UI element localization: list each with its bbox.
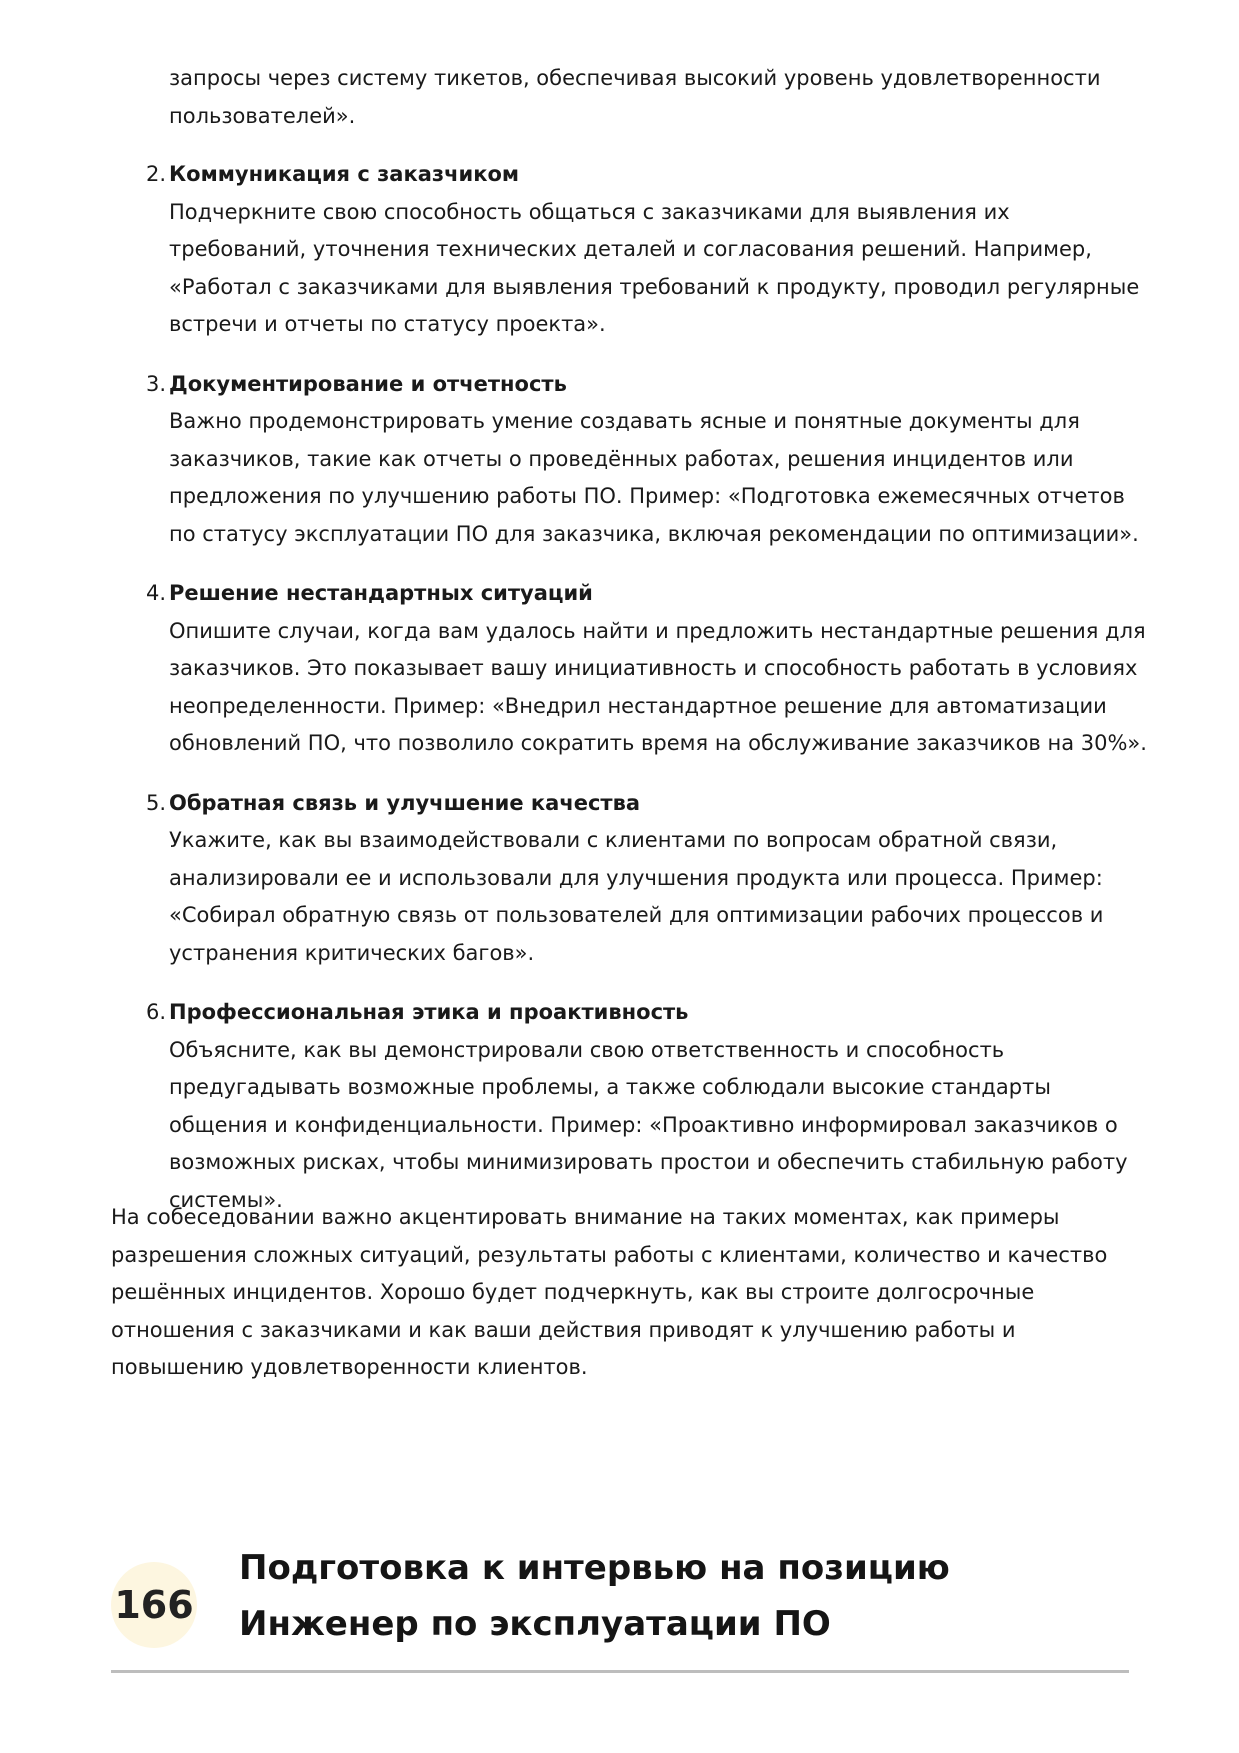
chapter-title: Подготовка к интервью на позицию Инженер по эксплуатации ПО bbox=[239, 1548, 950, 1644]
list-item-number: 6. bbox=[145, 1000, 166, 1024]
list-item bbox=[145, 156, 1149, 344]
list-item-title: Документирование и отчетность bbox=[169, 371, 567, 396]
list-item-body: Подчеркните свою способность общаться с заказчиками для выявления их требований, уточнения технических деталей и согласования решений. Например, «Работал с заказчиками для выявления требований к продукту, проводил регулярные встречи и отчеты по статусу проекта». bbox=[169, 199, 1140, 336]
list-item bbox=[145, 575, 1149, 763]
list-item-body: Важно продемонстрировать умение создавать ясные и понятные документы для заказчиков, такие как отчеты о проведённых работах, решения инцидентов или предложения по улучшению работы ПО. Пример: «Подготовка ежемесячных отчетов по статусу эксплуатации ПО для заказчика, включая рекомендации по оптимизации». bbox=[169, 409, 1139, 546]
list-item-body: Опишите случаи, когда вам удалось найти и предложить нестандартные решения для заказчиков. Это показывает вашу инициативность и способность работать в условиях неопределенности. Пример: «Внедрил нестандартное решение для автоматизации обновлений ПО, что позволило сократить время на обслуживание заказчиков на 30%». bbox=[169, 618, 1147, 755]
list-item-body: Укажите, как вы взаимодействовали с клиентами по вопросам обратной связи, анализировали ее и использовали для улучшения продукта или процесса. Пример: «Собирал обратную связь от пользователей для оптимизации рабочих процессов и устранения критических багов». bbox=[169, 828, 1104, 965]
summary-paragraph: На собеседовании важно акцентировать внимание на таких моментах, как примеры разрешения сложных ситуаций, результаты работы с клиентами, количество и качество решённых инцидентов. Хорошо будет подчеркнуть, как вы строите долгосрочные отношения с заказчиками и как ваши действия приводят к улучшению работы и повышению удовлетворенности клиентов. bbox=[111, 1205, 1108, 1379]
chapter-number-badge: 166 bbox=[111, 1562, 197, 1648]
list-item-title: Решение нестандартных ситуаций bbox=[169, 581, 593, 605]
tips-list bbox=[145, 156, 1149, 1241]
list-item-title: Обратная связь и улучшение качества bbox=[169, 790, 641, 815]
list-item-title: Профессиональная этика и проактивность bbox=[169, 1000, 689, 1024]
list-item bbox=[145, 994, 1149, 1219]
list-item-number: 5. bbox=[145, 790, 166, 815]
list-item-body: Объясните, как вы демонстрировали свою ответственность и способность предугадывать возможные проблемы, а также соблюдали высокие стандарты общения и конфиденциальности. Пример: «Проактивно информировал заказчиков о возможных рисках, чтобы минимизировать простои и обеспечить стабильную работу системы». bbox=[169, 1037, 1128, 1212]
list-item-number: 4. bbox=[145, 581, 166, 605]
list-item-title: Коммуникация с заказчиком bbox=[169, 162, 520, 186]
list-item bbox=[145, 366, 1149, 554]
list-item-number: 3. bbox=[145, 371, 166, 396]
chapter-header bbox=[111, 1540, 1129, 1680]
chapter-divider bbox=[111, 1670, 1129, 1673]
list-item bbox=[145, 785, 1149, 973]
list-item-number: 2. bbox=[145, 162, 166, 186]
continuation-paragraph: запросы через систему тикетов, обеспечивая высокий уровень удовлетворенности пользователей». bbox=[169, 66, 1101, 128]
